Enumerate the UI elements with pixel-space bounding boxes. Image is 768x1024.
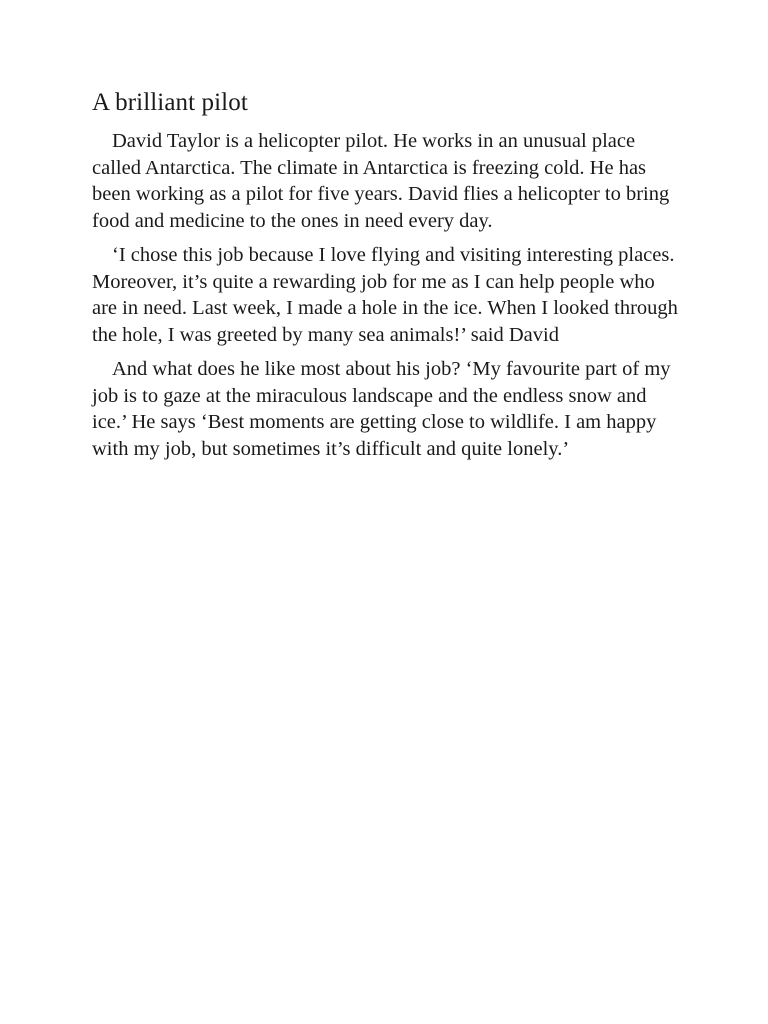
paragraph-favourite: And what does he like most about his job? ‘My favourite part of my job is to gaze at the miraculous landscape and the endless snow and ice.’ He says ‘Best moments are getting close to wildlife. I am happy with my job, but sometimes it’s difficult and quite lonely.’ [92, 358, 671, 460]
document-title: A brilliant pilot [92, 89, 248, 116]
paragraph-intro: David Taylor is a helicopter pilot. He works in an unusual place called Antarctica. The climate in Antarctica is freezing cold. He has been working as a pilot for five years. David flies a helicopter to bring food and medicine to the ones in need every day. [92, 130, 670, 232]
paragraph-quote: ‘I chose this job because I love flying and visiting interesting places. Moreover, it’s quite a rewarding job for me as I can help people who are in need. Last week, I made a hole in the ice. When I looked through the hole, I was greeted by many sea animals!’ said David [92, 244, 678, 346]
document-body [92, 86, 682, 470]
